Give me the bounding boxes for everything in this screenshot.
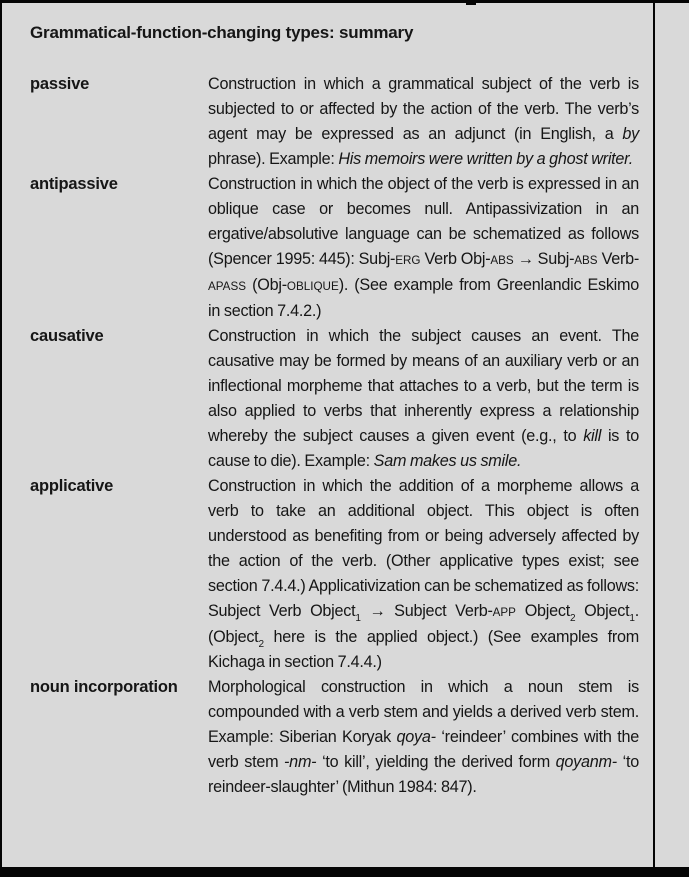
- table-row: [30, 72, 639, 172]
- definition-cell: Construction in which the object of the verb is expressed in an oblique case or becomes null. Antipassivization in an ergative/absolutive language can be schematized as follows (Spencer 1995: 445): Subj-ERG Verb Obj-ABS → Subj-ABS Verb-APASS (Obj-OBLIQUE). (See example from Greenlandic Eskimo in section 7.4.2.): [208, 175, 640, 320]
- table-row: [30, 172, 639, 324]
- term-cell: causative: [30, 327, 104, 345]
- term-cell: noun incorporation: [30, 678, 178, 696]
- table-row: [30, 675, 639, 800]
- table-rows: [30, 72, 639, 800]
- frame-right-border: [653, 0, 655, 877]
- definition-cell: Construction in which the subject causes an event. The causative may be formed by means of an auxiliary verb or an inflectional morpheme that attaches to a verb, but the term is also applied to verbs that inherently express a relationship whereby the subject causes a given event (e.g., to kill is to cause to die). Example: Sam makes us smile.: [208, 327, 640, 470]
- frame-bottom-border: [0, 867, 689, 877]
- summary-table: [2, 3, 653, 800]
- table-row: [30, 474, 639, 675]
- term-cell: antipassive: [30, 175, 118, 193]
- table-row: [30, 324, 639, 474]
- definition-cell: Construction in which the addition of a morpheme allows a verb to take an additional object. This object is often understood as benefiting from or being adversely affected by the action of the verb. (Other applicative types exist; see section 7.4.4.) Applicativization can be schematized as follows: Subject Verb Object$_1$ → Subject Verb-APP Object$_2$ Object$_1$. (Object$_2$ here is the applied object.) (See examples from Kichaga in section 7.4.4.): [208, 477, 639, 671]
- term-cell: applicative: [30, 477, 114, 495]
- definition-cell: Construction in which a grammatical subject of the verb is subjected to or affected by the action of the verb. The verb’s agent may be expressed as an adjunct (in English, a by phrase). Example: His memoirs were written by a ghost writer.: [208, 75, 639, 168]
- table-title: Grammatical-function-changing types: summary: [30, 23, 414, 42]
- term-cell: passive: [30, 75, 90, 93]
- definition-cell: Morphological construction in which a noun stem is compounded with a verb stem and yields a derived verb stem. Example: Siberian Koryak qoya- ‘reindeer’ combines with the verb stem -nm- ‘to kill’, yielding the derived form qoyanm- ‘to reindeer-slaughter’ (Mithun 1984: 847).: [208, 678, 639, 796]
